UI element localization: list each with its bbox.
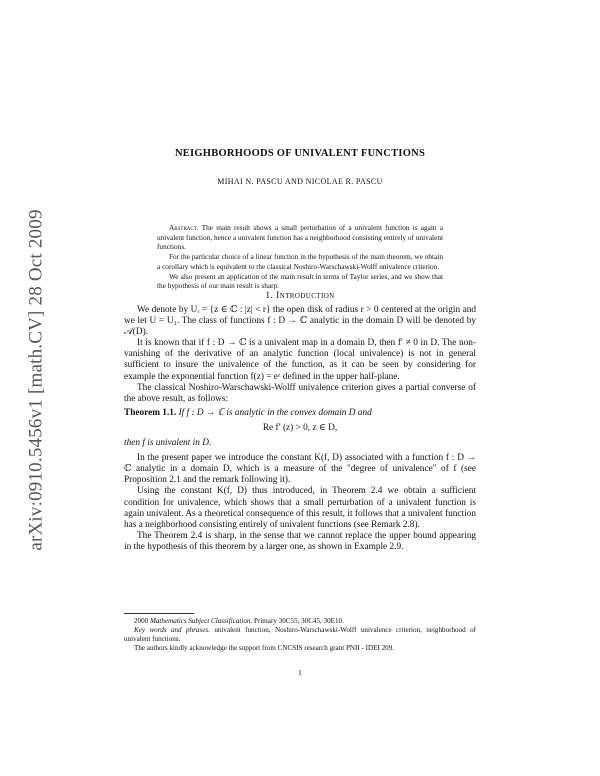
footnote-msc-label: Mathematics Subject Classification.	[149, 617, 253, 625]
section-heading: 1. Introduction	[265, 291, 335, 301]
footnote-keywords-text: univalent function, Noshiro-Warschawski-Wolff univalence criterion, neighborhood of univalent functions.	[124, 626, 477, 643]
body-paragraph: The classical Noshiro-Warschawski-Wolff univalence criterion gives a partial converse of the above result, as follows:	[124, 382, 476, 404]
body-text	[124, 305, 476, 553]
arxiv-side-stamp	[22, 170, 52, 590]
footnote-divider	[124, 613, 194, 614]
abstract-paragraph-1: The main result shows a small perturbation of a univalent function is again a univalent function, hence a univalent function has a neighborhood consisting entirely of univalent functions.	[157, 223, 443, 252]
theorem-conclusion-text: then f is univalent in D.	[124, 438, 212, 449]
body-paragraph: The Theorem 2.4 is sharp, in the sense that we cannot replace the upper bound appearing in the hypothesis of this theorem by a larger one, as shown in Example 2.9.	[124, 530, 476, 552]
theorem-label: Theorem 1.1.	[124, 407, 177, 418]
body-paragraph: It is known that if f : D → ℂ is a univalent map in a domain D, then f′ ≠ 0 in D. The non-vanishing of the derivative of an analytic function (local univalence) is not in general sufficient to insure the univalence of the function, as it can be seen by considering for example the exponential function f(z) = eᶻ defined in the upper half-plane.	[124, 338, 476, 382]
abstract-paragraph-3: We also present an application of the main result in terms of Taylor series, and we show that the hypothesis of our main result is sharp.	[157, 271, 443, 291]
footnote-msc-text: Primary 30C55, 30C45, 30E10.	[254, 617, 344, 625]
abstract-paragraph-2: For the particular choice of a linear function in the hypothesis of the main theorem, we obtain a corollary which is equivalent to the classical Noshiro-Warschawski-Wolff univalence criterion.	[157, 252, 443, 271]
paper-authors: MIHAI N. PASCU AND NICOLAE R. PASCU	[217, 177, 383, 186]
theorem-equation: Re f′ (z) > 0, z ∈ D,	[262, 422, 338, 433]
theorem-text: If f : D → ℂ is analytic in the convex domain D and	[178, 407, 372, 418]
footnote-keywords	[124, 626, 476, 644]
footnote-msc-year: 2000	[134, 617, 149, 625]
abstract-label: Abstract.	[169, 223, 199, 232]
paper-title: NEIGHBORHOODS OF UNIVALENT FUNCTIONS	[174, 148, 426, 159]
footnote-support: The authors kindly acknowledge the support from CNCSIS research grant PNII - IDEI 209.	[134, 644, 395, 652]
footnote-msc	[124, 617, 476, 626]
abstract	[157, 223, 443, 291]
footnote-keywords-label: Key words and phrases.	[134, 626, 210, 634]
page-number: 1	[298, 668, 302, 677]
body-paragraph: We denote by Uᵣ = {z ∈ ℂ : |z| < r} the open disk of radius r > 0 centered at the origin and we let U = U₁. The class of functions f : D → ℂ analytic in the domain D will be denoted by 𝒜(D).	[124, 305, 476, 338]
arxiv-identifier: arXiv:0910.5456v1 [math.CV] 28 Oct 2009	[26, 209, 47, 551]
footnotes	[124, 613, 476, 653]
theorem-conclusion	[124, 438, 476, 449]
theorem-statement	[124, 408, 476, 419]
body-paragraph: Using the constant K(f, D) thus introduced, in Theorem 2.4 we obtain a sufficient condition for univalence, which shows that a small perturbation of a univalent function is again univalent. As a theoretical consequence of this result, it follows that a univalent function has a neighborhood consisting entirely of univalent functions (see Remark 2.8).	[124, 486, 476, 530]
body-paragraph: In the present paper we introduce the constant K(f, D) associated with a function f : D → ℂ analytic in a domain D, which is a measure of the "degree of univalence" of f (see Proposition 2.1 and the remark following it).	[124, 453, 476, 486]
